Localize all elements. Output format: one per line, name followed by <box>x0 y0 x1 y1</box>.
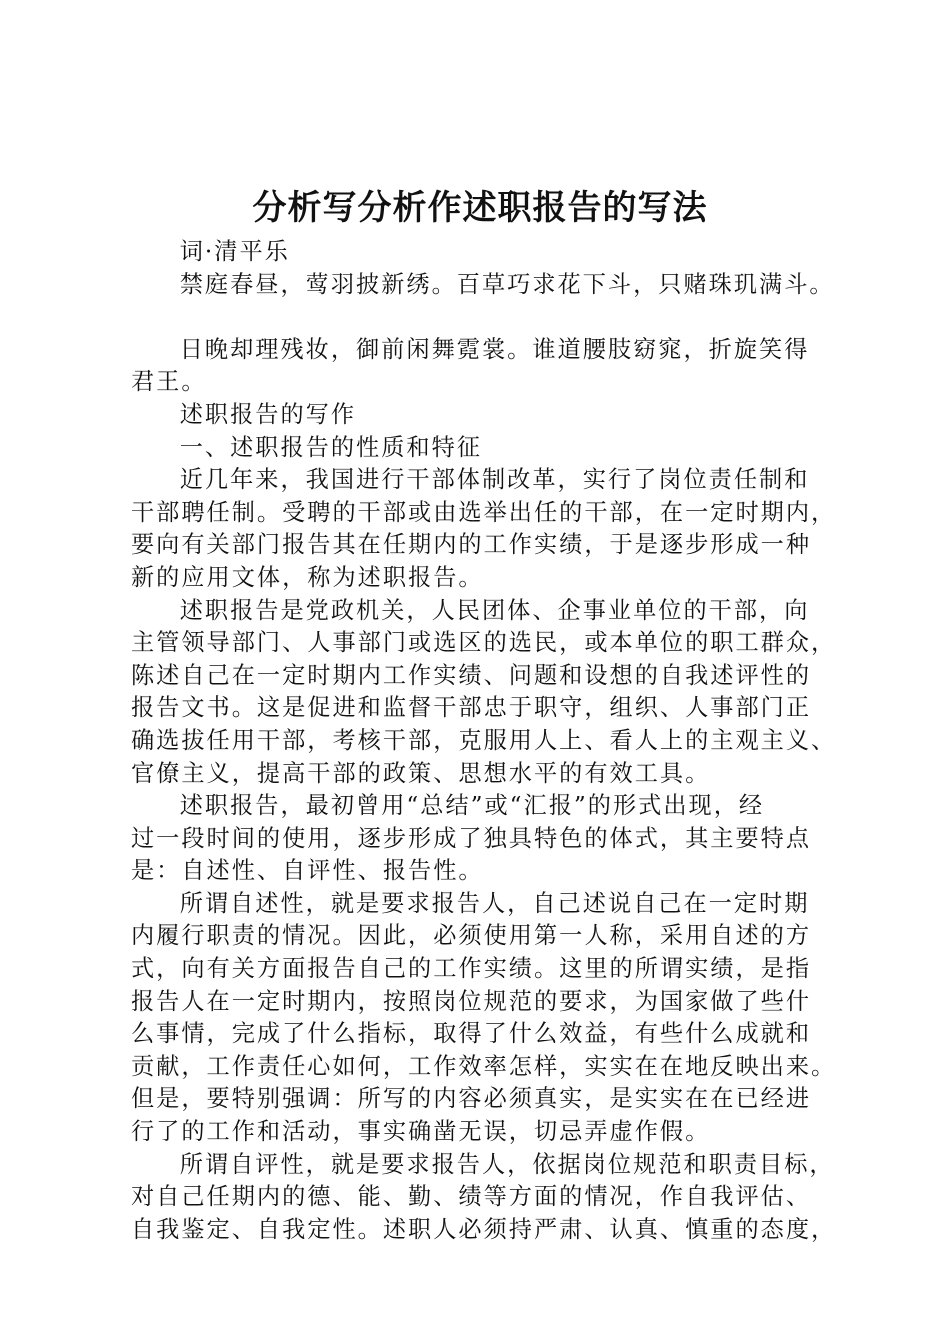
text-line: 报告人在一定时期内，按照岗位规范的要求，为国家做了些什 <box>131 987 812 1015</box>
text-line: 禁庭春昼，莺羽披新绣。百草巧求花下斗，只赌珠玑满斗。 <box>179 270 835 298</box>
text-line: 词·清平乐 <box>179 238 290 265</box>
document-title: 分析写分析作述职报告的写法 <box>252 188 708 228</box>
text-line: 日晚却理残妆，御前闲舞霓裳。谁道腰肢窈窕，折旋笑得 <box>179 335 810 363</box>
text-line: 主管领导部门、人事部门或选区的选民，或本单位的职工群众， <box>131 629 837 657</box>
text-line: 自我鉴定、自我定性。述职人必须持严肃、认真、慎重的态度， <box>131 1215 837 1243</box>
text-line: 述职报告，最初曾用“总结”或“汇报”的形式出现，经 <box>179 792 765 820</box>
text-line: 么事情，完成了什么指标，取得了什么效益，有些什么成就和 <box>131 1020 812 1048</box>
text-line: 新的应用文体，称为述职报告。 <box>131 563 484 591</box>
text-line: 述职报告是党政机关，人民团体、企事业单位的干部，向 <box>179 596 810 624</box>
text-line: 近几年来，我国进行干部体制改革，实行了岗位责任制和 <box>179 466 810 494</box>
text-line: 所谓自述性，就是要求报告人，自己述说自己在一定时期 <box>179 889 810 917</box>
section-heading: 述职报告的写作 <box>179 400 357 428</box>
text-line: 但是，要特别强调：所写的内容必须真实，是实实在在已经进 <box>131 1085 812 1113</box>
text-line: 官僚主义，提高干部的政策、思想水平的有效工具。 <box>131 759 711 787</box>
text-line: 确选拔任用干部，考核干部，克服用人上、看人上的主观主义、 <box>131 726 837 754</box>
blank-line <box>131 301 843 334</box>
text-line: 贡献，工作责任心如何，工作效率怎样，实实在在地反映出来。 <box>131 1052 837 1080</box>
text-line: 要向有关部门报告其在任期内的工作实绩，于是逐步形成一种 <box>131 531 812 559</box>
text-line: 对自己任期内的德、能、勤、绩等方面的情况，作自我评估、 <box>131 1183 812 1211</box>
section-heading: 一、述职报告的性质和特征 <box>179 433 482 461</box>
text-line: 陈述自己在一定时期内工作实绩、问题和设想的自我述评性的 <box>131 661 812 689</box>
text-line: 式，向有关方面报告自己的工作实绩。这里的所谓实绩，是指 <box>131 955 812 983</box>
text-line: 是：自述性、自评性、报告性。 <box>131 857 484 885</box>
text-line: 过一段时间的使用，逐步形成了独具特色的体式，其主要特点 <box>131 824 812 852</box>
text-line: 君王。 <box>131 368 207 396</box>
document-body <box>131 236 843 1246</box>
text-line: 报告文书。这是促进和监督干部忠于职守，组织、人事部门正 <box>131 694 812 722</box>
text-line: 所谓自评性，就是要求报告人，依据岗位规范和职责目标， <box>179 1150 835 1178</box>
text-line: 干部聘任制。受聘的干部或由选举出任的干部，在一定时期内， <box>131 498 837 526</box>
text-line: 行了的工作和活动，事实确凿无误，切忌弄虚作假。 <box>131 1118 711 1146</box>
text-line: 内履行职责的情况。因此，必须使用第一人称，采用自述的方 <box>131 922 812 950</box>
